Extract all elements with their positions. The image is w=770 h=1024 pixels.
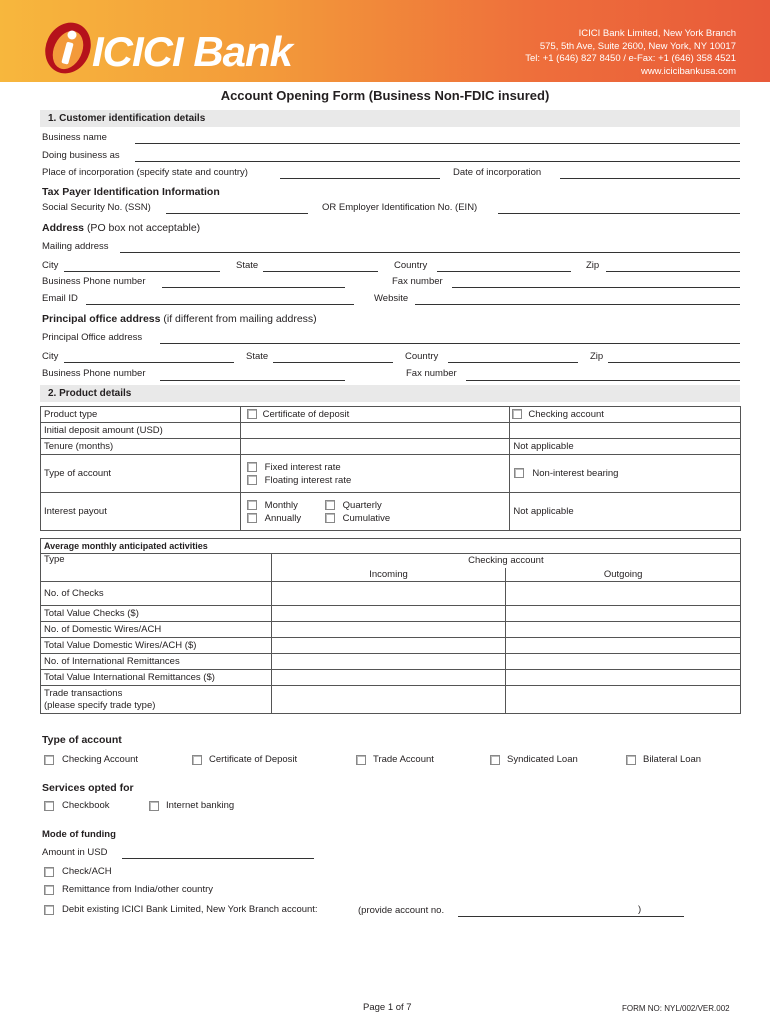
floating-rate-label: Floating interest rate — [264, 474, 352, 486]
table-row — [41, 407, 741, 423]
trade-note: (please specify trade type) — [44, 699, 156, 711]
bank-logo-text: ICICI Bank — [92, 28, 293, 75]
ssn-field[interactable] — [166, 213, 308, 214]
address-line: ICICI Bank Limited, New York Branch — [578, 28, 736, 39]
principal-fax-label: Fax number — [406, 368, 457, 379]
activities-table — [40, 538, 741, 714]
principal-city-field[interactable] — [64, 362, 234, 363]
table-row — [41, 455, 741, 493]
non-interest-label: Non-interest bearing — [532, 468, 619, 479]
row-label: Total Value Checks ($) — [41, 606, 272, 622]
business-name-field[interactable] — [135, 143, 740, 144]
initial-deposit-label: Initial deposit amount (USD) — [41, 423, 241, 439]
annually-label: Annually — [264, 512, 302, 524]
table-row — [41, 638, 741, 654]
type-of-account-heading: Type of account — [42, 734, 122, 746]
incoming-cell[interactable] — [271, 582, 506, 606]
website-label: Website — [374, 293, 409, 304]
row-label: Total Value International Remittances ($) — [41, 670, 272, 686]
ein-field[interactable] — [498, 213, 740, 214]
outgoing-header: Outgoing — [506, 568, 741, 582]
city-label: City — [42, 260, 59, 271]
amount-label: Amount in USD — [42, 847, 108, 858]
certificate-of-deposit-checkbox[interactable] — [192, 755, 202, 765]
dba-label: Doing business as — [42, 150, 120, 161]
zip-label: Zip — [586, 260, 600, 271]
product-table — [40, 406, 741, 531]
address-line: www.icicibankusa.com — [640, 65, 736, 77]
incoming-cell[interactable] — [271, 654, 506, 670]
remittance-checkbox[interactable] — [44, 885, 54, 895]
certificate-of-deposit-option: Certificate of Deposit — [209, 754, 298, 765]
syndicated-loan-option: Syndicated Loan — [507, 754, 578, 765]
amount-field[interactable] — [122, 858, 314, 859]
principal-address-label: Principal Office address — [42, 332, 143, 343]
mailing-address-field[interactable] — [120, 252, 740, 253]
internet-banking-checkbox[interactable] — [149, 801, 159, 811]
incoming-cell[interactable] — [271, 686, 506, 714]
state-field[interactable] — [263, 271, 378, 272]
table-row — [41, 622, 741, 638]
header-banner — [0, 0, 770, 82]
checking-checkbox[interactable] — [512, 409, 522, 419]
cd-checkbox[interactable] — [247, 409, 257, 419]
table-row — [41, 423, 741, 439]
annually-checkbox[interactable] — [247, 513, 257, 523]
row-label: No. of International Remittances — [41, 654, 272, 670]
section-2-heading: 2. Product details — [40, 385, 740, 402]
incoming-cell[interactable] — [271, 622, 506, 638]
tenure-label: Tenure (months) — [41, 439, 241, 455]
trade-account-checkbox[interactable] — [356, 755, 366, 765]
cd-label: Certificate of deposit — [262, 409, 350, 420]
check-ach-checkbox[interactable] — [44, 867, 54, 877]
trade-label: Trade transactions — [44, 687, 123, 699]
principal-state-field[interactable] — [273, 362, 393, 363]
fixed-rate-checkbox[interactable] — [247, 462, 257, 472]
checkbook-checkbox[interactable] — [44, 801, 54, 811]
remittance-option: Remittance from India/other country — [62, 884, 214, 895]
fax-field[interactable] — [452, 287, 740, 288]
table-row — [41, 582, 741, 606]
business-name-label: Business name — [42, 132, 107, 143]
address-line: Tel: +1 (646) 827 8450 / e-Fax: +1 (646) 358 4521 — [525, 53, 736, 64]
page-number: Page 1 of 7 — [363, 1002, 412, 1013]
table-row — [41, 670, 741, 686]
principal-zip-label: Zip — [590, 351, 604, 362]
principal-city-label: City — [42, 351, 59, 362]
fax-label: Fax number — [392, 276, 443, 287]
table-row — [41, 654, 741, 670]
form-number: FORM NO: NYL/002/VER.002 — [622, 1004, 730, 1013]
checking-account-option: Checking Account — [62, 754, 139, 765]
bilateral-loan-checkbox[interactable] — [626, 755, 636, 765]
type-header: Type — [41, 554, 272, 582]
close-paren: ) — [638, 904, 642, 915]
outgoing-cell[interactable] — [506, 622, 741, 638]
form-title: Account Opening Form (Business Non-FDIC insured) — [220, 88, 550, 103]
floating-rate-checkbox[interactable] — [247, 475, 257, 485]
principal-address-field[interactable] — [160, 343, 740, 344]
type-of-account-label: Type of account — [41, 455, 241, 493]
country-label: Country — [394, 260, 428, 271]
section-1-heading: 1. Customer identification details — [40, 110, 740, 127]
interest-payout-label: Interest payout — [41, 493, 241, 531]
city-field[interactable] — [64, 271, 220, 272]
address-heading: Address (PO box not acceptable) — [42, 222, 201, 234]
quarterly-checkbox[interactable] — [325, 500, 335, 510]
date-of-incorporation-label: Date of incorporation — [453, 167, 542, 178]
email-label: Email ID — [42, 293, 78, 304]
outgoing-cell[interactable] — [506, 654, 741, 670]
address-line: 575, 5th Ave, Suite 2600, New York, NY 10017 — [539, 40, 736, 52]
principal-fax-field[interactable] — [466, 380, 740, 381]
table-row — [41, 554, 741, 568]
ein-label: OR Employer Identification No. (EIN) — [322, 202, 478, 213]
principal-country-label: Country — [405, 351, 439, 362]
tenure-field[interactable] — [240, 439, 510, 455]
business-phone-field[interactable] — [162, 287, 345, 288]
principal-zip-field[interactable] — [608, 362, 740, 363]
outgoing-cell[interactable] — [506, 670, 741, 686]
row-label: No. of Checks — [41, 582, 272, 606]
syndicated-loan-checkbox[interactable] — [490, 755, 500, 765]
website-field[interactable] — [415, 304, 740, 305]
outgoing-cell[interactable] — [506, 638, 741, 654]
principal-phone-label: Business Phone number — [42, 368, 146, 379]
quarterly-label: Quarterly — [342, 499, 382, 511]
principal-phone-field[interactable] — [160, 380, 345, 381]
incoming-cell[interactable] — [271, 670, 506, 686]
cumulative-checkbox[interactable] — [325, 513, 335, 523]
monthly-label: Monthly — [264, 499, 298, 511]
trade-account-option: Trade Account — [373, 754, 434, 765]
incoming-cell[interactable] — [271, 638, 506, 654]
checkbook-option: Checkbook — [62, 800, 110, 811]
activities-heading: Average monthly anticipated activities — [41, 539, 741, 554]
incoming-cell[interactable] — [271, 606, 506, 622]
branch-address — [525, 28, 736, 78]
country-field[interactable] — [437, 271, 571, 272]
incoming-header: Incoming — [271, 568, 506, 582]
outgoing-cell[interactable] — [506, 606, 741, 622]
checking-account-checkbox[interactable] — [44, 755, 54, 765]
email-field[interactable] — [86, 304, 354, 305]
mailing-address-label: Mailing address — [42, 241, 109, 252]
ssn-label: Social Security No. (SSN) — [42, 202, 151, 213]
table-row — [41, 606, 741, 622]
zip-field[interactable] — [606, 271, 740, 272]
check-ach-option: Check/ACH — [62, 866, 112, 877]
funding-heading: Mode of funding — [42, 829, 116, 840]
table-row — [41, 439, 741, 455]
product-type-label: Product type — [41, 407, 241, 423]
state-label: State — [236, 260, 259, 271]
provide-account-label: (provide account no. — [358, 905, 445, 916]
principal-heading: Principal office address (if different from mailing address) — [42, 313, 317, 325]
business-phone-label: Business Phone number — [42, 276, 146, 287]
outgoing-cell[interactable] — [506, 686, 741, 714]
table-row — [41, 493, 741, 531]
checking-header: Checking account — [271, 554, 740, 568]
services-heading: Services opted for — [42, 782, 134, 794]
cumulative-label: Cumulative — [342, 512, 391, 524]
account-number-field[interactable] — [458, 916, 684, 917]
table-row — [41, 539, 741, 554]
principal-state-label: State — [246, 351, 269, 362]
place-of-incorporation-field[interactable] — [280, 178, 440, 179]
date-of-incorporation-field[interactable] — [560, 178, 740, 179]
fixed-rate-label: Fixed interest rate — [264, 461, 341, 473]
non-interest-checkbox[interactable] — [514, 468, 524, 478]
internet-banking-option: Internet banking — [166, 800, 235, 811]
icici-logo-icon — [40, 20, 96, 76]
row-label: No. of Domestic Wires/ACH — [41, 622, 272, 638]
checking-label: Checking account — [528, 409, 604, 420]
principal-country-field[interactable] — [448, 362, 578, 363]
initial-deposit-field[interactable] — [240, 423, 510, 439]
tin-heading: Tax Payer Identification Information — [42, 186, 220, 198]
debit-option: Debit existing ICICI Bank Limited, New York Branch account: — [62, 904, 318, 915]
row-label: Total Value Domestic Wires/ACH ($) — [41, 638, 272, 654]
place-of-incorporation-label: Place of incorporation (specify state and country) — [42, 167, 248, 178]
tenure-na: Not applicable — [510, 439, 741, 455]
initial-deposit-field-2[interactable] — [510, 423, 741, 439]
outgoing-cell[interactable] — [506, 582, 741, 606]
payout-na: Not applicable — [510, 493, 741, 531]
bilateral-loan-option: Bilateral Loan — [643, 754, 702, 765]
monthly-checkbox[interactable] — [247, 500, 257, 510]
dba-field[interactable] — [135, 161, 740, 162]
table-row — [41, 686, 741, 714]
debit-checkbox[interactable] — [44, 905, 54, 915]
